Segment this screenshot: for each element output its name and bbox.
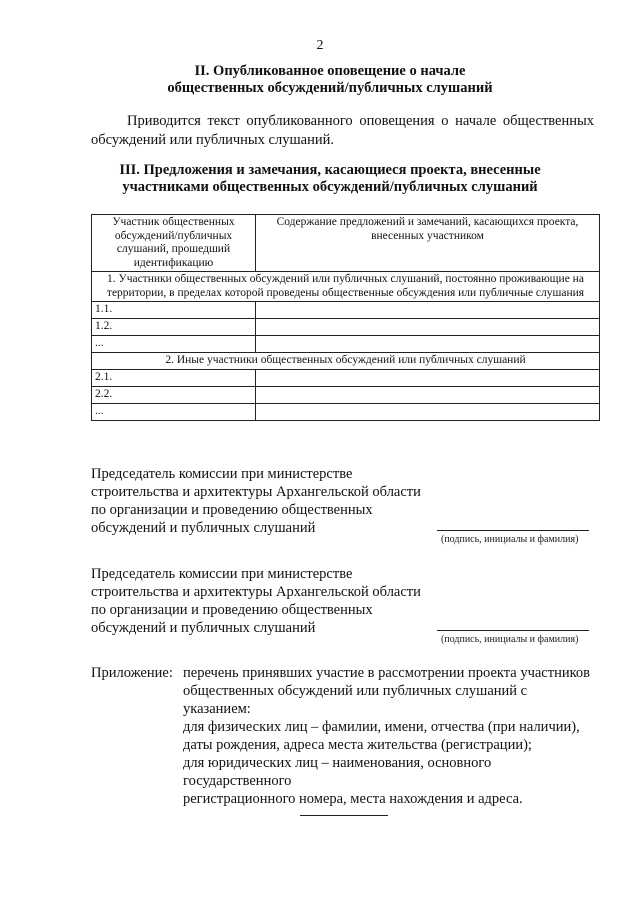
section-2-title	[60, 63, 600, 97]
proposals-table	[91, 214, 600, 421]
table-cell-content	[256, 319, 600, 336]
section-2-title-line1: II. Опубликованное оповещение о начале	[194, 63, 466, 79]
table-cell-number: ...	[92, 336, 256, 353]
page-number: 2	[316, 38, 324, 53]
table-header-participant: Участник общественных обсуждений/публичных слушаний, прошедший идентификацию	[92, 215, 256, 272]
table-row	[92, 387, 600, 404]
signature-line-1	[437, 530, 589, 531]
table-group2-title: 2. Иные участники общественных обсуждений или публичных слушаний	[92, 353, 600, 370]
table-row	[92, 404, 600, 421]
signature-caption-1: (подпись, инициалы и фамилия)	[441, 534, 579, 545]
signature-text-line: Председатель комиссии при министерстве	[91, 566, 353, 582]
appendix-line: даты рождения, адреса места жительства (регистрации);	[183, 737, 532, 753]
table-header-content: Содержание предложений и замечаний, касающихся проекта, внесенных участником	[256, 215, 600, 272]
table-cell-number: 2.1.	[92, 370, 256, 387]
appendix-text	[183, 664, 598, 808]
signature-text-line: Председатель комиссии при министерстве	[91, 466, 353, 482]
table-cell-content	[256, 370, 600, 387]
signature-text-line: обсуждений и публичных слушаний	[91, 520, 316, 536]
appendix-label: Приложение:	[91, 665, 173, 681]
table-cell-number: 1.1.	[92, 302, 256, 319]
section-3-title-line1: III. Предложения и замечания, касающиеся проекта, внесенные	[119, 162, 541, 178]
footer-rule	[300, 815, 388, 816]
section-3-title	[60, 162, 600, 196]
signature-line-2	[437, 630, 589, 631]
signature-text-line: по организации и проведению общественных	[91, 602, 373, 618]
table-cell-number: 1.2.	[92, 319, 256, 336]
section-3-title-line2: участниками общественных обсуждений/публичных слушаний	[122, 179, 538, 195]
signature-text-line: по организации и проведению общественных	[91, 502, 373, 518]
appendix-line: перечень принявших участие в рассмотрении проекта участников	[183, 665, 591, 681]
table-row	[92, 302, 600, 319]
appendix-line: общественных обсуждений или публичных слушаний с указанием:	[183, 683, 528, 717]
table-cell-content	[256, 336, 600, 353]
signature-text-line: обсуждений и публичных слушаний	[91, 620, 316, 636]
section-2-paragraph: Приводится текст опубликованного оповещения о начале общественных обсуждений или публичных слушаний.	[91, 113, 594, 148]
table-header-row	[92, 215, 600, 272]
signature-text-line: строительства и архитектуры Архангельской области	[91, 584, 421, 600]
signature-caption-2: (подпись, инициалы и фамилия)	[441, 634, 579, 645]
appendix-line: регистрационного номера, места нахождения и адреса.	[183, 791, 523, 807]
table-group-row	[92, 272, 600, 302]
signature-text-line: строительства и архитектуры Архангельской области	[91, 484, 421, 500]
appendix-line: для физических лиц – фамилии, имени, отчества (при наличии),	[183, 719, 580, 735]
table-group1-title: 1. Участники общественных обсуждений или публичных слушаний, постоянно проживающие на территории, в пределах которой проведены общественные обсуждения или публичные слушания	[92, 272, 600, 302]
section-2-title-line2: общественных обсуждений/публичных слушаний	[167, 80, 493, 96]
table-cell-content	[256, 404, 600, 421]
table-row	[92, 319, 600, 336]
table-cell-number: 2.2.	[92, 387, 256, 404]
table-row	[92, 370, 600, 387]
signature-block-1	[91, 465, 471, 537]
signature-block-2	[91, 565, 471, 637]
table-cell-content	[256, 387, 600, 404]
table-cell-content	[256, 302, 600, 319]
table-row	[92, 336, 600, 353]
table-cell-number: ...	[92, 404, 256, 421]
appendix-line: для юридических лиц – наименования, основного государственного	[183, 755, 492, 789]
table-group-row	[92, 353, 600, 370]
